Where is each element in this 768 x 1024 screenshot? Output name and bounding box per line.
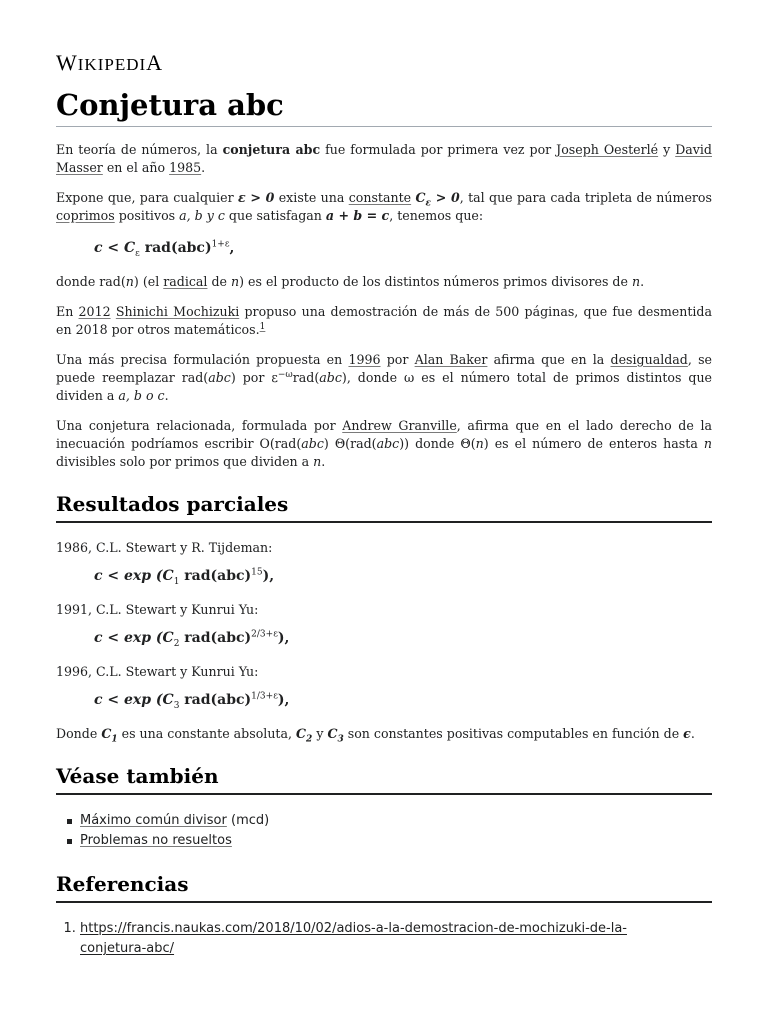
result-1996: 1996, C.L. Stewart y Kunrui Yu: (56, 664, 259, 679)
equation-1986 (94, 565, 712, 587)
text: ) Θ(rad( (323, 436, 377, 451)
math-c-epsilon (415, 190, 460, 209)
eq-sup: 2/3+ε (251, 629, 278, 640)
link-alan-baker[interactable]: Alan Baker (414, 352, 488, 367)
variables-abc: a, b y c (179, 208, 225, 223)
text: y (312, 726, 328, 741)
var-n: n (631, 274, 641, 289)
intro-paragraph-1 (56, 141, 712, 177)
logo-smallcaps: IKIPEDI (77, 55, 147, 74)
bold-term: conjetura abc (222, 142, 321, 157)
text: afirma que en la (487, 352, 611, 367)
text: ) es el número de enteros hasta (483, 436, 704, 451)
text: fue formulada por primera vez por (320, 142, 557, 157)
article-body (56, 141, 712, 959)
eq-b: rad(abc) (179, 692, 252, 708)
text: positivos (114, 208, 180, 223)
math-sub: 1 (111, 734, 118, 745)
link-david-masser[interactable]: David Masser (56, 142, 712, 175)
logo-letter-w: W (56, 50, 78, 75)
var-abc: abc (319, 370, 342, 385)
math-epsilon: ε > 0 (237, 190, 275, 205)
reference-item (80, 919, 712, 959)
intro-paragraph-6 (56, 417, 712, 471)
text: , afirma que en el lado derecho de la inecuación podríamos escribir O(rad( (56, 418, 713, 451)
eq-lhs: c < C (94, 240, 136, 256)
var-n: n (313, 454, 322, 469)
text: (mcd) (226, 813, 270, 828)
text: y (658, 142, 676, 157)
text: , se puede reemplazar rad( (56, 352, 712, 385)
link-shinichi-mochizuki[interactable]: Shinichi Mochizuki (115, 304, 240, 319)
list-item (80, 831, 712, 851)
math-sum: a + b = c (325, 208, 390, 223)
math-rest: > 0 (430, 190, 460, 205)
references-list (56, 919, 712, 959)
text: ), donde ω es el número total de primos distintos que dividen a (56, 370, 713, 403)
eq-sup: 1+ε (211, 239, 230, 250)
math-c: C (327, 726, 338, 741)
result-1991: 1991, C.L. Stewart y Kunrui Yu: (56, 602, 259, 617)
intro-paragraph-3 (56, 273, 712, 291)
text: . (201, 160, 206, 175)
link-1996[interactable]: 1996 (348, 352, 381, 367)
math-c1 (101, 726, 118, 745)
math-c2 (296, 726, 313, 745)
text: Una conjetura relacionada, formulada por (56, 418, 343, 433)
link-maximo-comun-divisor[interactable]: Máximo común divisor (80, 813, 227, 828)
text: Donde (56, 726, 102, 741)
superscript: −ω (277, 369, 293, 380)
var-n: n (475, 436, 484, 451)
link-andrew-granville[interactable]: Andrew Granville (342, 418, 457, 433)
text: propuso una demostración de más de 500 páginas, que fue desmentida en 2018 por otros matemáticos. (56, 304, 712, 337)
reference-url[interactable] (80, 921, 627, 956)
eq-end: , (229, 240, 235, 256)
text: en el año (102, 160, 170, 175)
page-title: Conjetura abc (56, 84, 712, 127)
eq-sub: ε (135, 248, 140, 259)
partial-results-closing (56, 725, 712, 743)
text: En teoría de números, la (56, 142, 223, 157)
link-2012[interactable]: 2012 (78, 304, 111, 319)
text: rad( (292, 370, 320, 385)
url-part: conjetura-abc/ (80, 941, 175, 956)
math-c: C (296, 726, 307, 741)
text: . (640, 274, 645, 289)
eq-sub: 1 (173, 576, 180, 587)
math-sub: ε (425, 198, 431, 209)
text: )) donde Θ( (399, 436, 476, 451)
math-c: C (415, 190, 426, 205)
heading-resultados-parciales: Resultados parciales (56, 491, 712, 523)
math-c3 (327, 726, 344, 745)
text: es una constante absoluta, (117, 726, 297, 741)
eq-sup: 1/3+ε (251, 691, 278, 702)
math-c: C (101, 726, 112, 741)
link-problemas-no-resueltos[interactable]: Problemas no resueltos (80, 833, 232, 848)
eq-sub: 2 (173, 638, 180, 649)
link-radical[interactable]: radical (163, 274, 208, 289)
text: ) es el producto de los distintos números primos divisores de (239, 274, 632, 289)
text: ) por ε (230, 370, 278, 385)
text: donde rad( (56, 274, 126, 289)
var-abc: abc (208, 370, 231, 385)
eq-mid: rad(abc) (139, 240, 212, 256)
var-n: n (125, 274, 134, 289)
text: son constantes positivas computables en función de (343, 726, 684, 741)
eq-b: rad(abc) (179, 630, 252, 646)
text: . (164, 388, 169, 403)
link-1985[interactable]: 1985 (169, 160, 202, 175)
var-abc: abc (301, 436, 324, 451)
eq-a: c < exp (C (94, 630, 174, 646)
var-abc: abc (376, 436, 400, 451)
result-1986: 1986, C.L. Stewart y R. Tijdeman: (56, 540, 273, 555)
text: Una más precisa formulación propuesta en (56, 352, 349, 367)
wikipedia-logo[interactable] (56, 50, 163, 76)
text: . (690, 726, 695, 741)
text: que satisfagan (224, 208, 326, 223)
eq-b: rad(abc) (179, 568, 252, 584)
text: , tal que para cada tripleta de números (459, 190, 712, 205)
see-also-list (56, 811, 712, 851)
list-item (80, 811, 712, 831)
eq-a: c < exp (C (94, 692, 174, 708)
text: por (380, 352, 415, 367)
intro-paragraph-4 (56, 303, 712, 339)
url-part: https://francis.naukas.com/2018/10/02/adios-a-la-demostracion-de-mochizuki-de-la- (80, 921, 627, 936)
var-n: n (230, 274, 240, 289)
variables-abc: a, b o c (118, 388, 165, 403)
reference-link-1[interactable]: 1 (259, 321, 266, 332)
text: de (207, 274, 231, 289)
text: existe una (274, 190, 349, 205)
equation-1 (94, 237, 712, 259)
equation-1991 (94, 627, 712, 649)
intro-paragraph-5 (56, 351, 712, 405)
eq-a: c < exp (C (94, 568, 174, 584)
math-epsilon: ϵ (683, 726, 691, 741)
heading-referencias: Referencias (56, 871, 712, 903)
text: , tenemos que: (389, 208, 484, 223)
text: En (56, 304, 79, 319)
text: divisibles solo por primos que dividen a (56, 454, 314, 469)
logo-letter-a: A (146, 50, 164, 75)
var-n: n (703, 436, 712, 451)
link-desigualdad[interactable]: desigualdad (610, 352, 688, 367)
equation-1996 (94, 689, 712, 711)
text: ) (el (133, 274, 164, 289)
link-coprimos[interactable]: coprimos (56, 208, 115, 223)
heading-vease-tambien: Véase también (56, 763, 712, 795)
eq-c: ), (277, 692, 290, 708)
text: . (321, 454, 326, 469)
text: Expone que, para cualquier (56, 190, 238, 205)
link-constante[interactable]: constante (348, 190, 412, 205)
eq-c: ), (262, 568, 275, 584)
eq-c: ), (277, 630, 290, 646)
eq-sup: 15 (251, 567, 263, 578)
math-sub: 3 (337, 734, 344, 745)
eq-sub: 3 (173, 700, 180, 711)
link-joseph-oesterle[interactable]: Joseph Oesterlé (556, 142, 659, 157)
intro-paragraph-2 (56, 189, 712, 225)
math-sub: 2 (306, 734, 313, 745)
